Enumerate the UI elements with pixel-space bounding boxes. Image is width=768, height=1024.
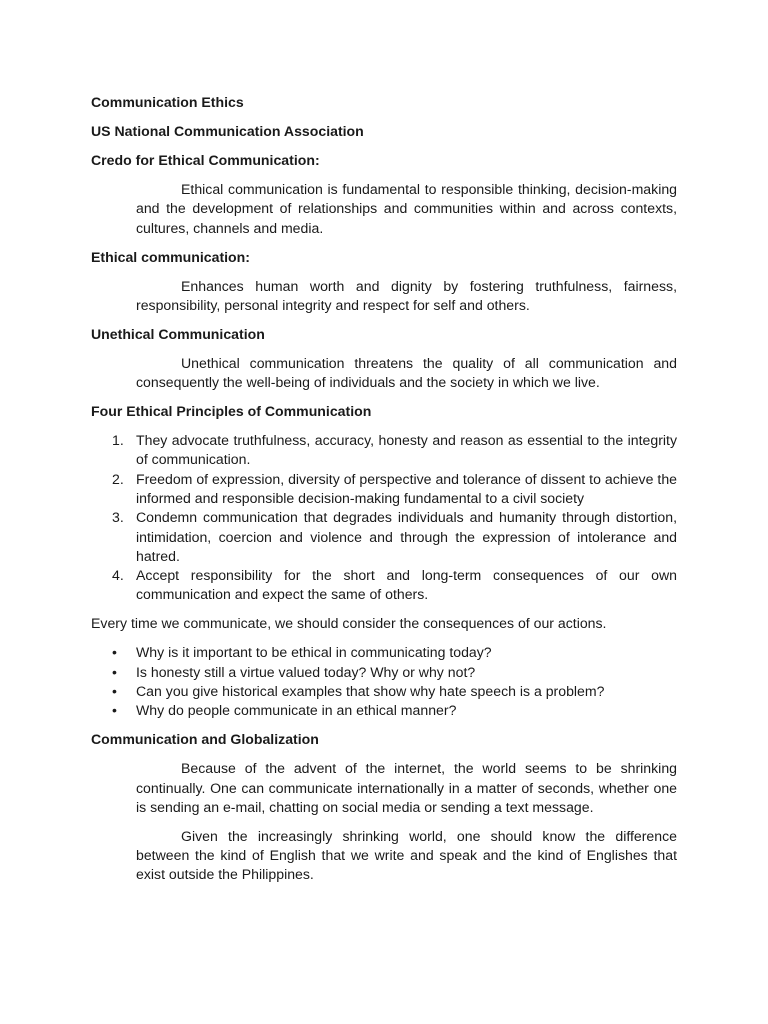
consequences-paragraph: Every time we communicate, we should consider the consequences of our actions. — [91, 615, 607, 632]
list-item — [112, 663, 677, 682]
list-item — [112, 701, 677, 720]
bullet-icon: • — [112, 644, 117, 661]
questions-list — [91, 643, 677, 720]
credo-paragraph: Ethical communication is fundamental to responsible thinking, decision-making and the development of relationships and communities within and across contexts, cultures, channels and media. — [136, 180, 677, 236]
ethical-heading: Ethical communication: — [91, 248, 250, 265]
list-number: 1. — [112, 432, 124, 449]
list-item-text: Condemn communication that degrades individuals and humanity through distortion, intimidation, coercion and violence and through the expression of intolerance and hatred. — [136, 509, 677, 564]
list-item-text: Is honesty still a virtue valued today? Why or why not? — [136, 663, 476, 680]
unethical-paragraph: Unethical communication threatens the quality of all communication and consequently the well-being of individuals and the society in which we live. — [136, 354, 677, 391]
list-item-text: Accept responsibility for the short and long-term consequences of our own communication and expect the same of others. — [136, 567, 677, 603]
list-item-text: Why do people communicate in an ethical manner? — [136, 702, 457, 719]
principles-heading: Four Ethical Principles of Communication — [91, 403, 372, 420]
list-item-text: They advocate truthfulness, accuracy, honesty and reason as essential to the integrity of communication. — [136, 432, 677, 468]
org-heading: US National Communication Association — [91, 122, 364, 139]
document-title: Communication Ethics — [91, 94, 244, 110]
principles-list — [91, 431, 677, 605]
bullet-icon: • — [112, 682, 117, 699]
list-item-text: Why is it important to be ethical in communicating today? — [136, 644, 492, 661]
list-item-text: Can you give historical examples that show why hate speech is a problem? — [136, 682, 605, 699]
list-item — [112, 682, 677, 701]
list-number: 2. — [112, 470, 124, 487]
document-body — [91, 93, 677, 885]
list-item — [112, 566, 677, 605]
globalization-paragraph-2: Given the increasingly shrinking world, one should know the difference between the kind of English that we write and speak and the kind of Englishes that exist outside the Philippines. — [136, 827, 677, 883]
list-number: 4. — [112, 567, 124, 584]
list-item — [112, 470, 677, 509]
list-item — [112, 508, 677, 566]
credo-heading: Credo for Ethical Communication: — [91, 151, 320, 168]
bullet-icon: • — [112, 702, 117, 719]
list-number: 3. — [112, 509, 124, 526]
globalization-paragraph-1: Because of the advent of the internet, the world seems to be shrinking continually. One can communicate internationally in a matter of seconds, whether one is sending an e-mail, chatting on social media or sending a text message. — [136, 760, 677, 815]
unethical-heading: Unethical Communication — [91, 325, 265, 342]
list-item — [112, 643, 677, 662]
globalization-heading: Communication and Globalization — [91, 731, 319, 748]
ethical-paragraph: Enhances human worth and dignity by fostering truthfulness, fairness, responsibility, personal integrity and respect for self and others. — [136, 277, 677, 313]
bullet-icon: • — [112, 663, 117, 680]
list-item-text: Freedom of expression, diversity of perspective and tolerance of dissent to achieve the informed and responsible decision-making fundamental to a civil society — [136, 470, 677, 506]
list-item — [112, 431, 677, 470]
